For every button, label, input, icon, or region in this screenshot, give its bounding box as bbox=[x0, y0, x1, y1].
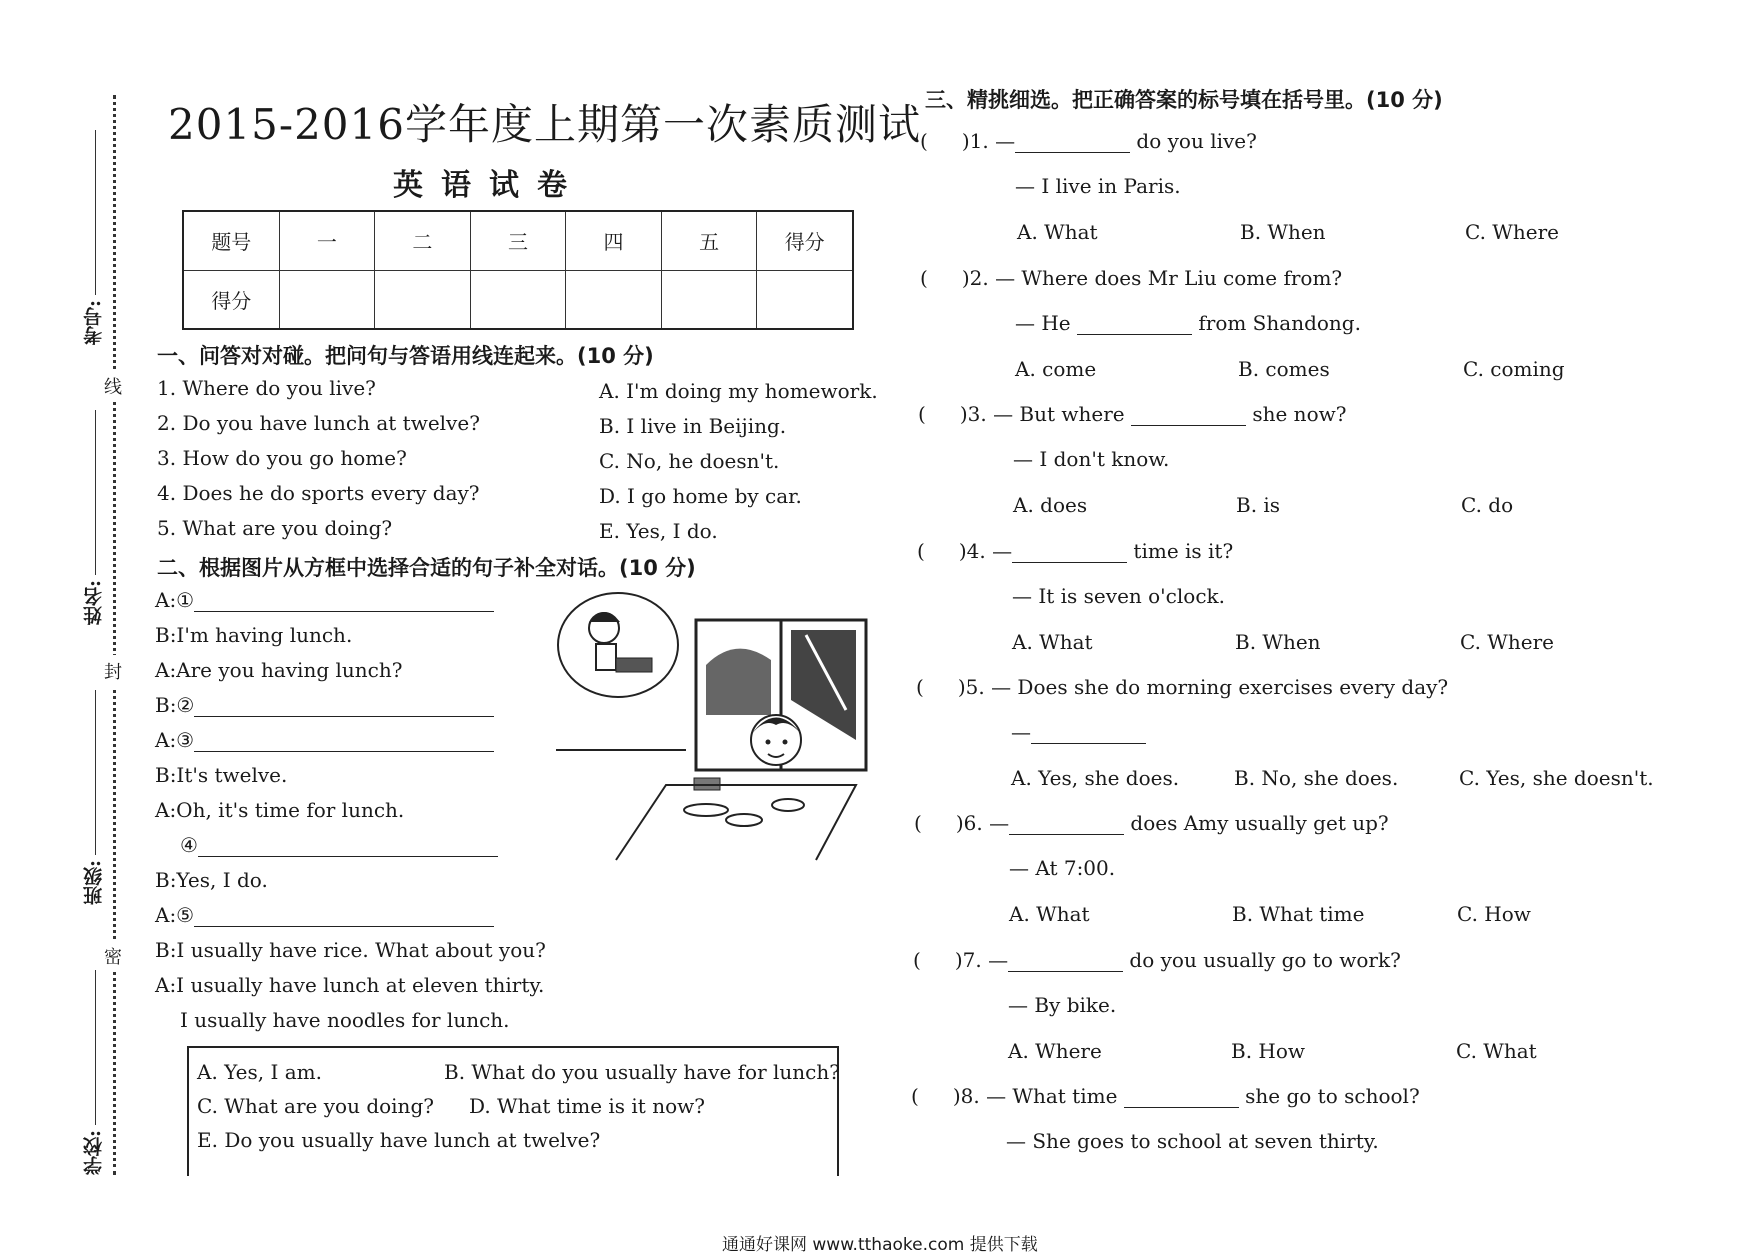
class-label: 班级: bbox=[83, 860, 105, 906]
mc-option: C. Where bbox=[1465, 220, 1559, 244]
mc-option: A. What bbox=[1017, 220, 1098, 244]
dialog-line: B:I'm having lunch. bbox=[155, 623, 353, 647]
mc-reply-7: — By bike. bbox=[1008, 993, 1117, 1017]
mc-option: B. How bbox=[1231, 1039, 1306, 1063]
s1-question: 2. Do you have lunch at twelve? bbox=[157, 411, 480, 435]
footer-credit: 通通好课网 www.tthaoke.com 提供下载 bbox=[722, 1235, 1038, 1255]
mc-reply-2: — He from Shandong. bbox=[1015, 311, 1361, 335]
mc-option: A. does bbox=[1013, 493, 1088, 517]
mc-blank-6[interactable] bbox=[1009, 812, 1124, 835]
mc-blank-3[interactable] bbox=[1131, 403, 1246, 426]
mc-option: C. How bbox=[1457, 902, 1531, 926]
mc-question-2: ( )2. — Where does Mr Liu come from? bbox=[920, 266, 1343, 290]
mc-option: B. When bbox=[1240, 220, 1326, 244]
mc-option: A. come bbox=[1015, 357, 1097, 381]
score-row-label: 得分 bbox=[183, 270, 279, 329]
exam-number-field[interactable] bbox=[95, 130, 96, 295]
mc-reply-1: — I live in Paris. bbox=[1015, 174, 1181, 198]
box-option: E. Do you usually have lunch at twelve? bbox=[197, 1128, 601, 1152]
dialog-line: B:I usually have rice. What about you? bbox=[155, 938, 546, 962]
mc-option: C. Yes, she doesn't. bbox=[1459, 766, 1654, 790]
score-header-cell: 五 bbox=[661, 211, 757, 270]
mc-blank-7[interactable] bbox=[1008, 949, 1123, 972]
score-entry-cell[interactable] bbox=[375, 270, 471, 329]
mc-blank-5[interactable] bbox=[1031, 721, 1146, 744]
mc-option: C. Where bbox=[1460, 630, 1554, 654]
mc-option: A. What bbox=[1009, 902, 1090, 926]
dialog-line: B:Yes, I do. bbox=[155, 868, 268, 892]
mc-question-3: ( )3. — But where she now? bbox=[918, 402, 1347, 426]
exam-subtitle: 英语试卷 bbox=[393, 168, 585, 203]
seal-line-label: 线 bbox=[104, 370, 122, 402]
score-entry-cell[interactable] bbox=[661, 270, 757, 329]
seal-seal-label: 封 bbox=[104, 655, 122, 687]
mc-question-8: ( )8. — What time she go to school? bbox=[911, 1084, 1420, 1108]
score-entry-cell[interactable] bbox=[279, 270, 375, 329]
score-header-cell: 题号 bbox=[183, 211, 279, 270]
mc-option: A. Yes, she does. bbox=[1011, 766, 1180, 790]
score-entry-cell[interactable] bbox=[470, 270, 566, 329]
mc-question-5: ( )5. — Does she do morning exercises every day? bbox=[916, 675, 1449, 699]
mc-option: B. is bbox=[1236, 493, 1281, 517]
blank-1[interactable] bbox=[194, 589, 494, 612]
school-field[interactable] bbox=[95, 970, 96, 1125]
dialog-line: B:It's twelve. bbox=[155, 763, 288, 787]
mc-blank-8[interactable] bbox=[1124, 1085, 1239, 1108]
s1-answer: E. Yes, I do. bbox=[599, 519, 718, 543]
mc-question-4: ( )4. — time is it? bbox=[917, 539, 1234, 563]
mc-reply-3: — I don't know. bbox=[1013, 447, 1170, 471]
mc-blank-2[interactable] bbox=[1077, 312, 1192, 335]
mc-reply-8: — She goes to school at seven thirty. bbox=[1006, 1129, 1379, 1153]
binding-margin bbox=[0, 0, 135, 1240]
score-header-cell: 四 bbox=[566, 211, 662, 270]
blank-3[interactable] bbox=[194, 729, 494, 752]
dialog-line: A:Are you having lunch? bbox=[155, 658, 403, 682]
score-header-cell: 得分 bbox=[757, 211, 853, 270]
section2-options-box bbox=[187, 1046, 839, 1176]
dialog-line: A:I usually have lunch at eleven thirty. bbox=[155, 973, 545, 997]
dialog-line: A:① bbox=[155, 588, 494, 612]
s1-question: 5. What are you doing? bbox=[157, 516, 393, 540]
score-header-cell: 二 bbox=[375, 211, 471, 270]
name-label: 姓名: bbox=[83, 580, 105, 626]
dialog-line: B:② bbox=[155, 693, 494, 717]
dialog-line: A:Oh, it's time for lunch. bbox=[155, 798, 405, 822]
dialog-line: A:⑤ bbox=[155, 903, 494, 927]
binding-dotted-line bbox=[113, 95, 116, 1175]
name-field[interactable] bbox=[95, 410, 96, 575]
mc-question-7: ( )7. — do you usually go to work? bbox=[913, 948, 1401, 972]
s1-question: 4. Does he do sports every day? bbox=[157, 481, 480, 505]
section2-heading: 二、根据图片从方框中选择合适的句子补全对话。(10 分) bbox=[157, 556, 696, 580]
mc-option: B. What time bbox=[1232, 902, 1365, 926]
score-header-cell: 三 bbox=[470, 211, 566, 270]
s1-answer: D. I go home by car. bbox=[599, 484, 802, 508]
score-header-cell: 一 bbox=[279, 211, 375, 270]
box-option: D. What time is it now? bbox=[469, 1094, 705, 1118]
seal-secret-label: 密 bbox=[104, 940, 122, 972]
dialog-line: A:③ bbox=[155, 728, 494, 752]
mc-option: B. comes bbox=[1238, 357, 1330, 381]
lunch-illustration bbox=[556, 590, 876, 870]
class-field[interactable] bbox=[95, 690, 96, 855]
mc-blank-1[interactable] bbox=[1015, 130, 1130, 153]
s1-answer: A. I'm doing my homework. bbox=[599, 379, 878, 403]
mc-option: C. do bbox=[1461, 493, 1514, 517]
dialog-line: ④ bbox=[180, 833, 498, 857]
mc-reply-6: — At 7:00. bbox=[1009, 856, 1116, 880]
score-entry-cell[interactable] bbox=[566, 270, 662, 329]
s1-question: 3. How do you go home? bbox=[157, 446, 407, 470]
mc-reply-5: — bbox=[1011, 720, 1146, 744]
mc-option: A. Where bbox=[1008, 1039, 1102, 1063]
mc-option: C. coming bbox=[1463, 357, 1565, 381]
score-entry-cell[interactable] bbox=[757, 270, 853, 329]
exam-title: 2015-2016学年度上期第一次素质测试 bbox=[168, 100, 921, 149]
exam-number-label: 考号: bbox=[83, 300, 105, 346]
s1-answer: B. I live in Beijing. bbox=[599, 414, 787, 438]
mc-option: A. What bbox=[1012, 630, 1093, 654]
score-table bbox=[182, 210, 854, 330]
mc-option: B. When bbox=[1235, 630, 1321, 654]
box-option: C. What are you doing? bbox=[197, 1094, 434, 1118]
box-option: A. Yes, I am. bbox=[197, 1060, 322, 1084]
blank-4[interactable] bbox=[198, 834, 498, 857]
s1-question: 1. Where do you live? bbox=[157, 376, 376, 400]
mc-reply-4: — It is seven o'clock. bbox=[1012, 584, 1225, 608]
mc-option: C. What bbox=[1456, 1039, 1537, 1063]
box-option: B. What do you usually have for lunch? bbox=[444, 1060, 840, 1084]
school-label: 学校: bbox=[83, 1130, 105, 1176]
blank-2[interactable] bbox=[194, 694, 494, 717]
blank-5[interactable] bbox=[194, 904, 494, 927]
s1-answer: C. No, he doesn't. bbox=[599, 449, 780, 473]
mc-blank-4[interactable] bbox=[1012, 540, 1127, 563]
dialog-line: I usually have noodles for lunch. bbox=[180, 1008, 510, 1032]
section1-heading: 一、问答对对碰。把问句与答语用线连起来。(10 分) bbox=[157, 344, 654, 368]
mc-question-1: ( )1. — do you live? bbox=[920, 129, 1257, 153]
mc-question-6: ( )6. — does Amy usually get up? bbox=[914, 811, 1389, 835]
mc-option: B. No, she does. bbox=[1234, 766, 1399, 790]
section3-heading: 三、精挑细选。把正确答案的标号填在括号里。(10 分) bbox=[925, 88, 1443, 112]
